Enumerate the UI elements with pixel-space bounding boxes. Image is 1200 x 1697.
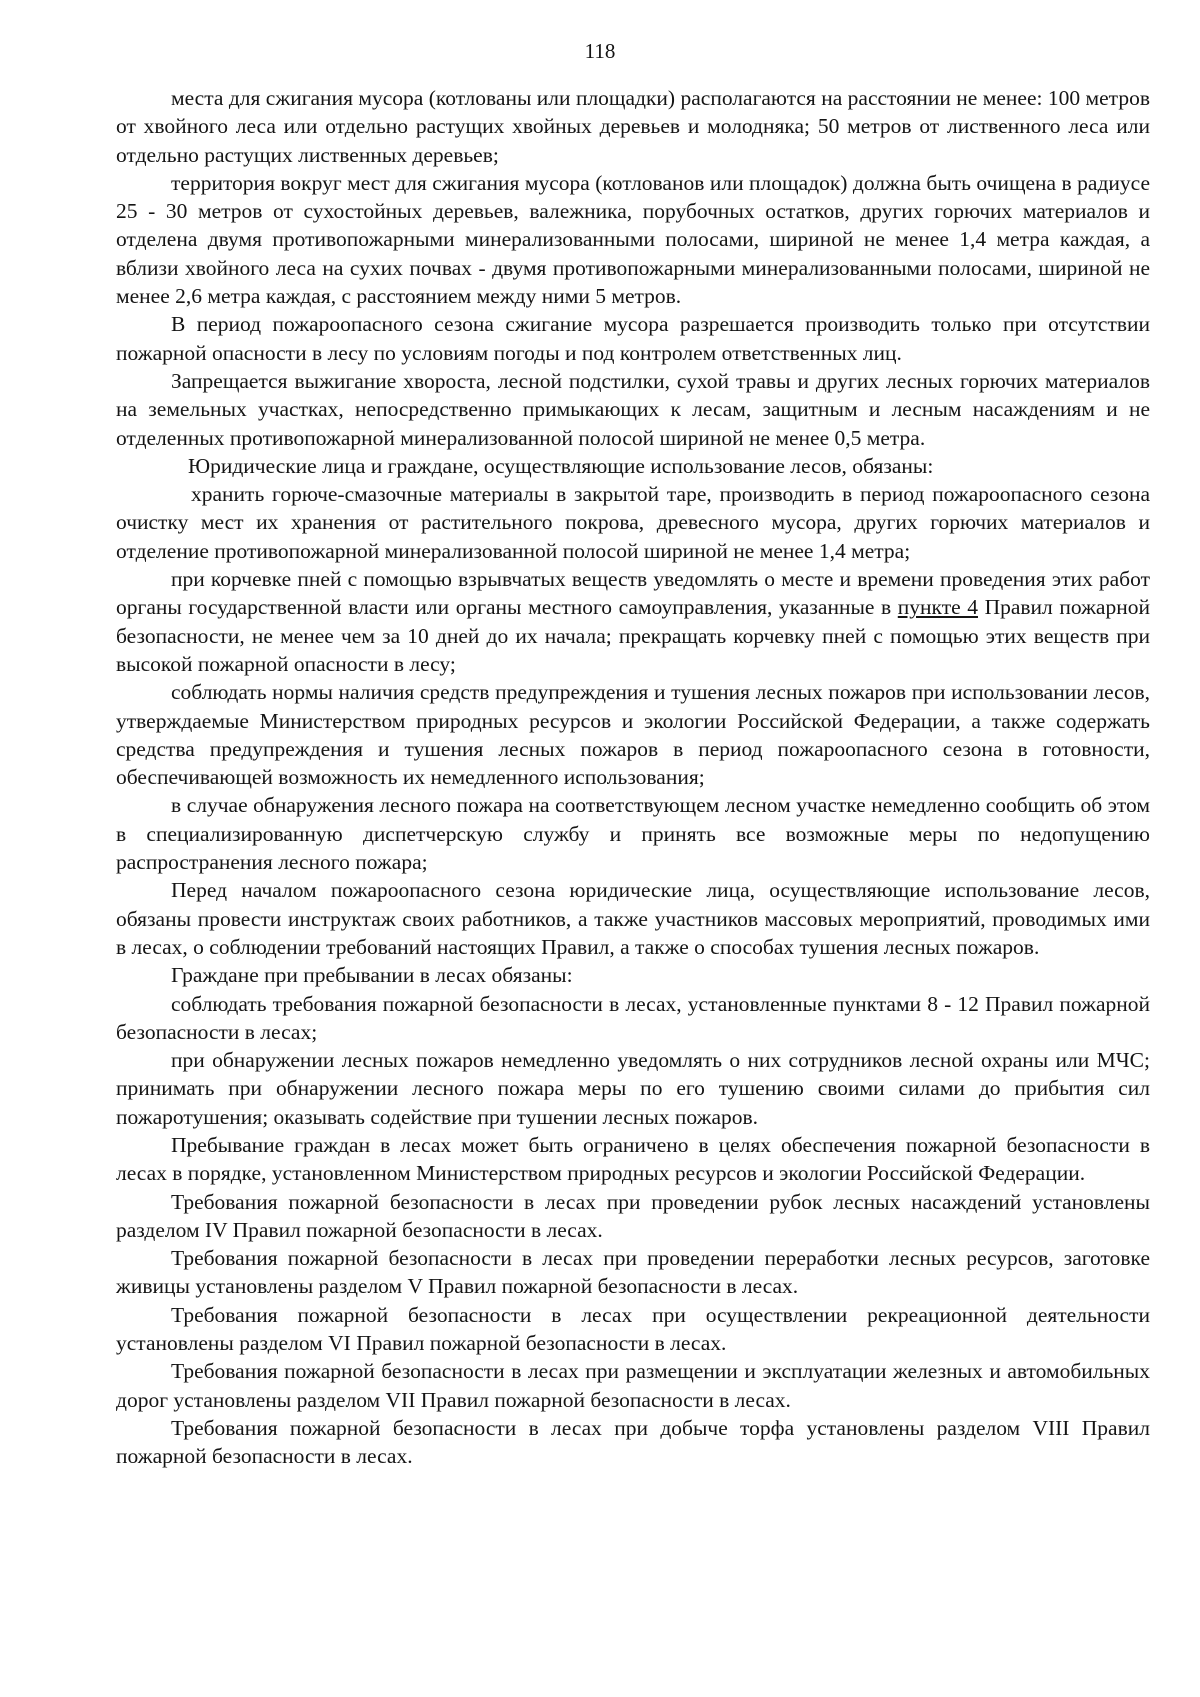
paragraph-burning-sites-distance: места для сжигания мусора (котлованы или площадки) располагаются на расстоянии не менее: 100 метров от хвойного леса или отдельно растущих хвойных деревьев и молодняка; 50 метров от лиственного леса или отдельно растущих лиственных деревьев; <box>116 86 1150 167</box>
paragraph-fire-season-burning: В период пожароопасного сезона сжигание мусора разрешается производить только при отсутствии пожарной опасности в лесу по условиям погоды и под контролем ответственных лиц. <box>116 312 1150 365</box>
paragraph-stump-removal-text-after: Правил пожарной безопасности, не менее чем за 10 дней до их начала; прекращать корчевку пней с помощью этих веществ при высокой пожарной опасности в лесу; <box>116 595 1150 676</box>
paragraph-stump-removal-text-before: при корчевке пней с помощью взрывчатых веществ уведомлять о месте и времени проведения этих работ органы государственной власти или органы местного самоуправления, указанные в <box>116 567 1150 620</box>
paragraph-citizens-fire-response: при обнаружении лесных пожаров немедленно уведомлять о них сотрудников лесной охраны или МЧС; принимать при обнаружении лесного пожара меры по его тушению своими силами до прибытия сил пожаротушения; оказывать содействие при тушении лесных пожаров. <box>116 1048 1150 1129</box>
paragraph-citizens-compliance: соблюдать требования пожарной безопасности в лесах, установленные пунктами 8 - 12 Правил пожарной безопасности в лесах; <box>116 991 1150 1044</box>
paragraph-citizens-heading: Граждане при пребывании в лесах обязаны: <box>171 963 573 988</box>
paragraph-fire-detection-report: в случае обнаружения лесного пожара на соответствующем лесном участке немедленно сообщить об этом в специализированную диспетчерскую службу и принять все возможные меры по недопущению распространения лесного пожара; <box>116 793 1150 875</box>
paragraph-staff-briefing: Перед началом пожароопасного сезона юридические лица, осуществляющие использование лесов, обязаны провести инструктаж своих работников, а также участников массовых мероприятий, проводимых ими в лесах, о соблюдении требований настоящих Правил, а также о способах тушения лесных пожаров. <box>116 878 1150 959</box>
paragraph-peat-requirements: Требования пожарной безопасности в лесах при добыче торфа установлены разделом VIII Правил пожарной безопасности в лесах. <box>116 1415 1150 1469</box>
paragraph-access-restriction: Пребывание граждан в лесах может быть ограничено в целях обеспечения пожарной безопасности в лесах в порядке, установленном Министерством природных ресурсов и экологии Российской Федерации. <box>116 1132 1150 1186</box>
paragraph-legal-entities-heading: Юридические лица и граждане, осуществляющие использование лесов, обязаны: <box>188 453 934 478</box>
paragraph-burning-prohibition: Запрещается выжигание хвороста, лесной подстилки, сухой травы и других лесных горючих материалов на земельных участках, непосредственно примыкающих к лесам, защитным и лесным насаждениям и не отделенных противопожарной минерализованной полосой шириной не менее 0,5 метра. <box>116 368 1150 450</box>
paragraph-recreation-requirements: Требования пожарной безопасности в лесах при осуществлении рекреационной деятельности установлены разделом VI Правил пожарной безопасности в лесах. <box>116 1302 1150 1356</box>
paragraph-fire-equipment-norms: соблюдать нормы наличия средств предупреждения и тушения лесных пожаров при использовании лесов, утверждаемые Министерством природных ресурсов и экологии Российской Федерации, а также содержать средства предупреждения и тушения лесных пожаров в период пожароопасного сезона в готовности, обеспечивающей возможность их немедленного использования; <box>116 680 1150 790</box>
paragraph-roads-requirements: Требования пожарной безопасности в лесах при размещении и эксплуатации железных и автомобильных дорог установлены разделом VII Правил пожарной безопасности в лесах. <box>116 1359 1150 1412</box>
paragraph-processing-requirements: Требования пожарной безопасности в лесах при проведении переработки лесных ресурсов, заготовке живицы установлены разделом V Правил пожарной безопасности в лесах. <box>116 1246 1150 1299</box>
paragraph-fuel-storage: хранить горюче-смазочные материалы в закрытой таре, производить в период пожароопасного сезона очистку мест их хранения от растительного покрова, древесного мусора, других горючих материалов и отделение противопожарной минерализованной полосой шириной не менее 1,4 метра; <box>116 482 1150 563</box>
paragraph-stump-removal <box>116 565 1150 678</box>
page-number: 118 <box>584 39 616 63</box>
paragraph-burning-sites-clearance: территория вокруг мест для сжигания мусора (котлованов или площадок) должна быть очищена в радиусе 25 - 30 метров от сухостойных деревьев, валежника, порубочных остатков, других горючих материалов и отделена двумя противопожарными минерализованными полосами, шириной не менее 1,4 метра каждая, а вблизи хвойного леса на сухих почвах - двумя противопожарными минерализованными полосами, шириной не менее 2,6 метра каждая, с расстоянием между ними 5 метров. <box>116 170 1150 309</box>
clause-4-link[interactable]: пункте 4 <box>897 595 978 620</box>
paragraph-logging-requirements: Требования пожарной безопасности в лесах при проведении рубок лесных насаждений установлены разделом IV Правил пожарной безопасности в лесах. <box>116 1189 1150 1242</box>
document-body <box>116 84 1150 1471</box>
